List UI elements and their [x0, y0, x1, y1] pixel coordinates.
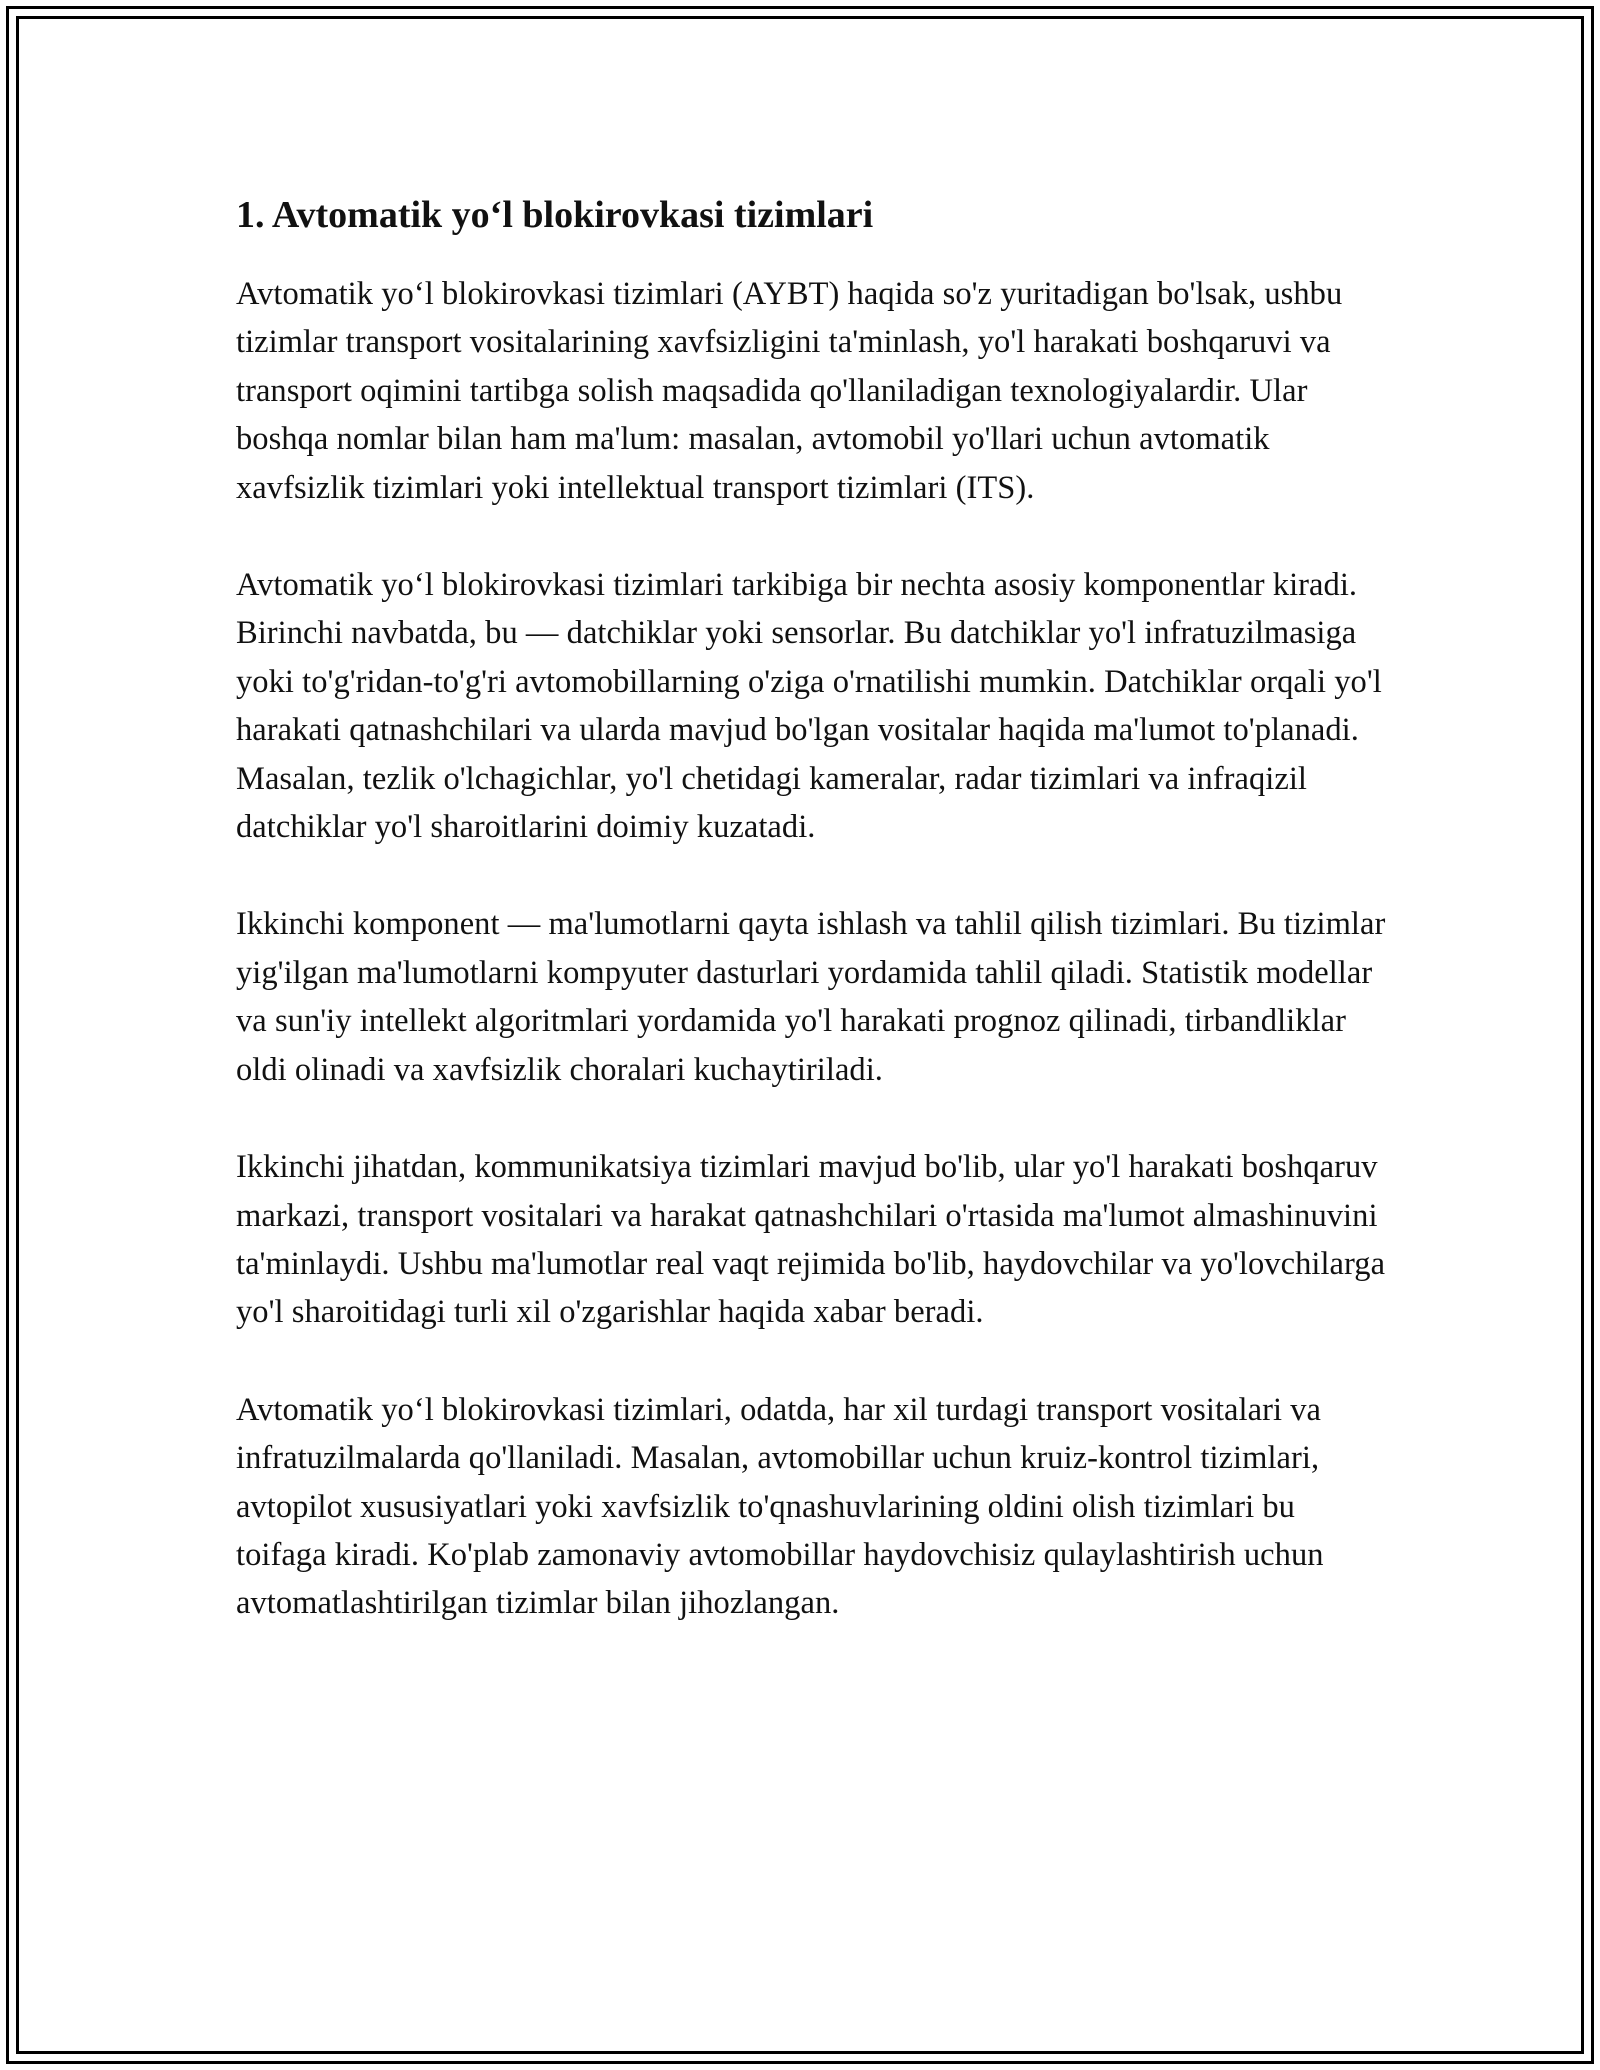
paragraph-intro: Avtomatik yo‘l blokirovkasi tizimlari (AYBT) haqida so'z yuritadigan bo'lsak, ushbu tizimlar transport vositalarining xavfsizligini ta'minlash, yo'l harakati boshqaruvi va transport oqimini tartibga solish maqsadida qo'llaniladigan texnologiyalardir. Ular boshqa nomlar bilan ham ma'lum: masalan, avtomobil yo'llari uchun avtomatik xavfsizlik tizimlari yoki intellektual transport tizimlari (ITS). — [236, 276, 1343, 506]
paragraph-communication: Ikkinchi jihatdan, kommunikatsiya tizimlari mavjud bo'lib, ular yo'l harakati boshqaruv markazi, transport vositalari va harakat qatnashchilari o'rtasida ma'lumot almashinuvini ta'minlaydi. Ushbu ma'lumotlar real vaqt rejimida bo'lib, haydovchilar va yo'lovchilarga yo'l sharoitidagi turli xil o'zgarishlar haqida xabar beradi. — [236, 1149, 1386, 1331]
paragraph-components: Avtomatik yo‘l blokirovkasi tizimlari tarkibiga bir nechta asosiy komponentlar kiradi. Birinchi navbatda, bu — datchiklar yoki sensorlar. Bu datchiklar yo'l infratuzilmasiga yoki to'g'ridan-to'g'ri avtomobillarning o'ziga o'rnatilishi mumkin. Datchiklar orqali yo'l harakati qatnashchilari va ularda mavjud bo'lgan vositalar haqida ma'lumot to'planadi. Masalan, tezlik o'lchagichlar, yo'l chetidagi kameralar, radar tizimlari va infraqizil datchiklar yo'l sharoitlarini doimiy kuzatadi. — [236, 567, 1382, 846]
paragraph-applications: Avtomatik yo‘l blokirovkasi tizimlari, odatda, har xil turdagi transport vositalari va infratuzilmalarda qo'llaniladi. Masalan, avtomobillar uchun kruiz-kontrol tizimlari, avtopilot xususiyatlari yoki xavfsizlik to'qnashuvlarining oldini olish tizimlari bu toifaga kiradi. Ko'plab zamonaviy avtomobillar haydovchisiz qulaylashtirish uchun avtomatlashtirilgan tizimlar bilan jihozlangan. — [236, 1391, 1324, 1622]
document-body — [236, 186, 1386, 1628]
paragraph-data-processing: Ikkinchi komponent — ma'lumotlarni qayta ishlash va tahlil qilish tizimlari. Bu tizimlar yig'ilgan ma'lumotlarni kompyuter dasturlari yordamida tahlil qiladi. Statistik modellar va sun'iy intellekt algoritmlari yordamida yo'l harakati prognoz qilinadi, tirbandliklar oldi olinadi va xavfsizlik choralari kuchaytiriladi. — [236, 906, 1386, 1088]
section-heading: 1. Avtomatik yo‘l blokirovkasi tizimlari — [236, 194, 874, 236]
